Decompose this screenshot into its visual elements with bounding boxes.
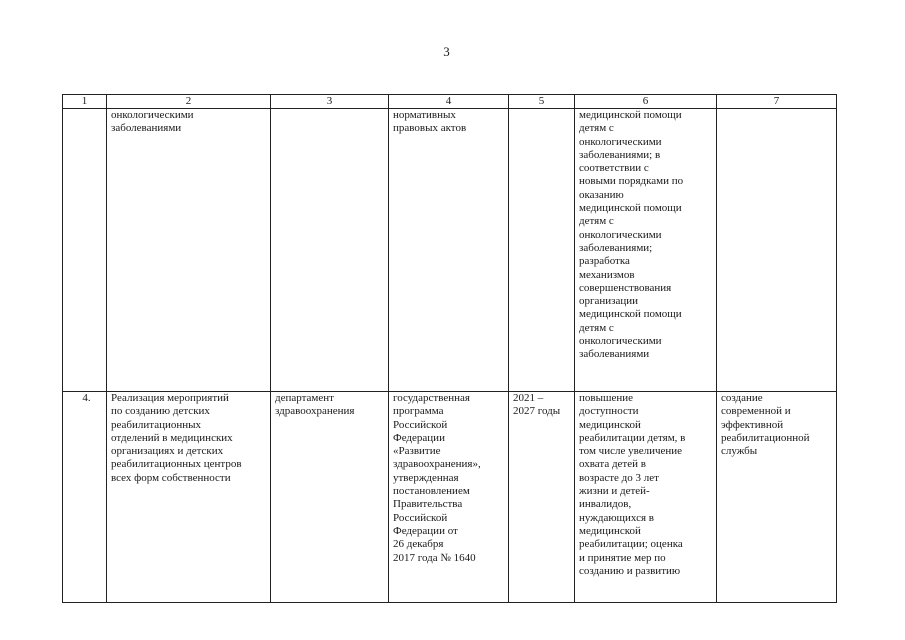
cell-goal	[717, 109, 837, 392]
table-row-4	[63, 392, 837, 603]
cell-activity: Реализация мероприятий по созданию детских реабилитационных отделений в медицинских организациях и детских реабилитационных центров всех форм собственности	[107, 392, 271, 603]
cell-period	[509, 109, 575, 392]
column-header-1: 1	[63, 95, 107, 109]
column-header-3: 3	[271, 95, 389, 109]
cell-goal: создание современной и эффективной реабилитационной службы	[717, 392, 837, 603]
column-header-4: 4	[389, 95, 509, 109]
cell-activity: онкологическими заболеваниями	[107, 109, 271, 392]
table-row-continued	[63, 109, 837, 392]
table-header-row	[63, 95, 837, 109]
page-number: 3	[443, 44, 450, 59]
cell-result: медицинской помощи детям с онкологическими заболеваниями; в соответствии с новыми порядками по оказанию медицинской помощи детям с онкологическими заболеваниями; разработка механизмов совершенствования организации медицинской помощи детям с онкологическими заболеваниями	[575, 109, 717, 392]
cell-executor	[271, 109, 389, 392]
cell-basis: государственная программа Российской Федерации «Развитие здравоохранения», утвержденная постановлением Правительства Российской Федерации от 26 декабря 2017 года № 1640	[389, 392, 509, 603]
cell-period: 2021 – 2027 годы	[509, 392, 575, 603]
cell-number: 4.	[63, 392, 107, 603]
column-header-7: 7	[717, 95, 837, 109]
plan-table	[62, 94, 837, 603]
column-header-2: 2	[107, 95, 271, 109]
cell-executor: департамент здравоохранения	[271, 392, 389, 603]
cell-result: повышение доступности медицинской реабилитации детям, в том числе увеличение охвата детей в возрасте до 3 лет жизни и детей- инвалидов, нуждающихся в медицинской реабилитации; оценка и принятие мер по созданию и развитию	[575, 392, 717, 603]
cell-basis: нормативных правовых актов	[389, 109, 509, 392]
column-header-6: 6	[575, 95, 717, 109]
cell-number	[63, 109, 107, 392]
column-header-5: 5	[509, 95, 575, 109]
